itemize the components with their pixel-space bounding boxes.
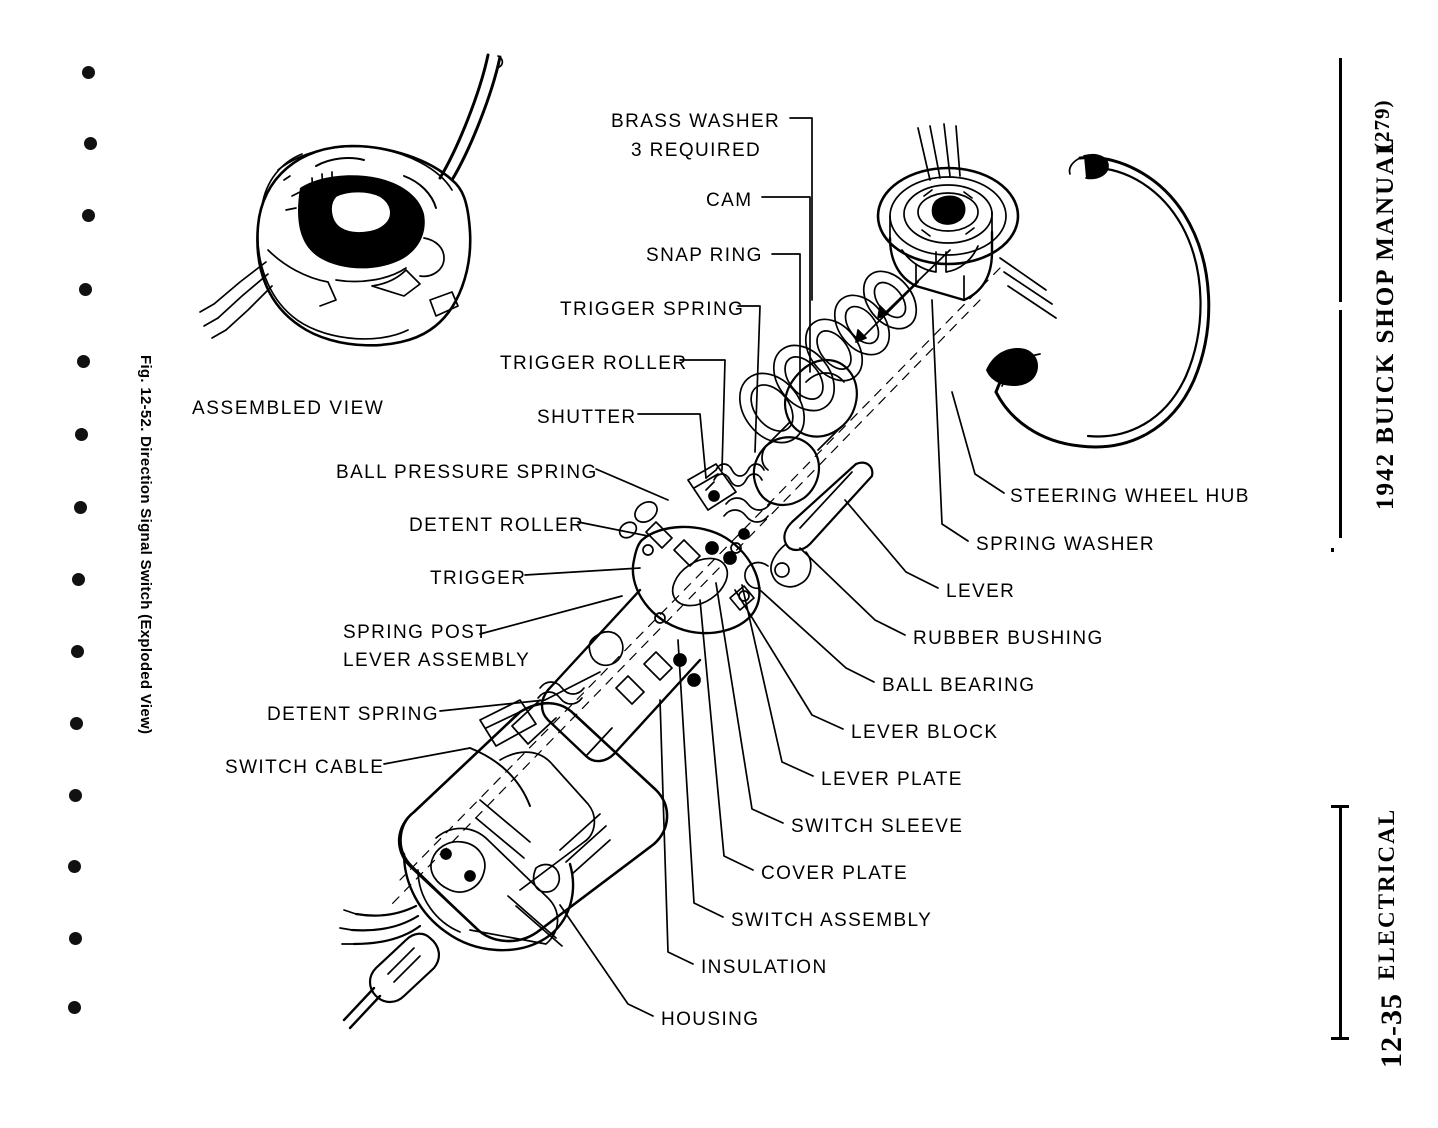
punch-hole	[72, 573, 85, 586]
punch-hole	[77, 355, 90, 368]
figure-caption: Fig. 12-52. Direction Signal Switch (Exploded View)	[137, 355, 154, 735]
punch-hole	[82, 209, 95, 222]
page-number: (279)	[1370, 99, 1394, 150]
punch-hole	[84, 137, 97, 150]
callout-shutter: SHUTTER	[537, 407, 637, 428]
header-rule-tick	[1331, 548, 1334, 552]
callout-steering-wheel-hub: STEERING WHEEL HUB	[1010, 486, 1250, 507]
section-label: ELECTRICAL	[1374, 807, 1399, 980]
callout-cam: CAM	[706, 190, 753, 211]
section-number: 12-35	[1375, 993, 1408, 1068]
punch-hole	[70, 717, 83, 730]
punch-hole	[79, 283, 92, 296]
callout-lever: LEVER	[946, 581, 1016, 602]
callout-ball-pressure-spring: BALL PRESSURE SPRING	[336, 462, 598, 483]
callout-spring-washer: SPRING WASHER	[976, 534, 1156, 555]
callout-trigger-roller: TRIGGER ROLLER	[500, 353, 688, 374]
callout-spring-post: SPRING POST	[343, 622, 489, 643]
footer-rule-start	[1331, 805, 1349, 808]
footer-rule	[1339, 808, 1342, 1040]
callout-cover-plate: COVER PLATE	[761, 863, 909, 884]
punch-hole	[69, 932, 82, 945]
callout-trigger: TRIGGER	[430, 568, 527, 589]
assembled-view-label: ASSEMBLED VIEW	[192, 398, 385, 419]
callout-switch-sleeve: SWITCH SLEEVE	[791, 816, 964, 837]
footer-rule-end	[1331, 1037, 1349, 1040]
header-rule-top	[1339, 58, 1342, 302]
punch-hole	[82, 66, 95, 79]
callout-switch-cable: SWITCH CABLE	[225, 757, 385, 778]
punch-hole	[71, 645, 84, 658]
callout-lever-plate: LEVER PLATE	[821, 769, 963, 790]
callout-brass-washer-qty: 3 REQUIRED	[631, 140, 762, 161]
punch-hole	[74, 501, 87, 514]
callout-lever-block: LEVER BLOCK	[851, 722, 999, 743]
callout-housing: HOUSING	[661, 1009, 760, 1030]
callout-switch-assembly: SWITCH ASSEMBLY	[731, 910, 933, 931]
callout-brass-washer: BRASS WASHER	[611, 111, 781, 132]
callout-insulation: INSULATION	[701, 957, 828, 978]
callout-lever-assembly: LEVER ASSEMBLY	[343, 650, 531, 671]
punch-hole	[68, 860, 81, 873]
callout-detent-roller: DETENT ROLLER	[409, 515, 585, 536]
header-rule-mid	[1339, 310, 1342, 538]
callout-ball-bearing: BALL BEARING	[882, 675, 1036, 696]
callout-rubber-bushing: RUBBER BUSHING	[913, 628, 1104, 649]
callout-snap-ring: SNAP RING	[646, 245, 763, 266]
manual-title: 1942 BUICK SHOP MANUAL	[1372, 136, 1399, 510]
punch-hole	[68, 1001, 81, 1014]
punch-hole	[75, 428, 88, 441]
callout-trigger-spring: TRIGGER SPRING	[560, 299, 745, 320]
punch-hole	[69, 789, 82, 802]
callout-detent-spring: DETENT SPRING	[267, 704, 439, 725]
